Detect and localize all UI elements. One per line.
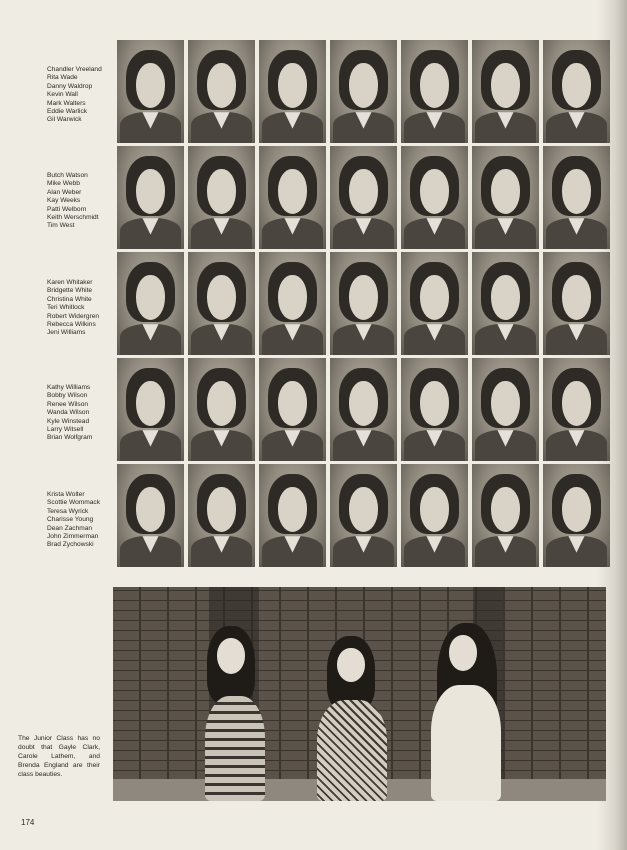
student-portrait [401,252,468,355]
person-right [421,623,513,801]
student-name: Tim West [47,222,75,230]
student-portrait [472,464,539,567]
student-name: Kevin Wall [47,91,78,99]
student-portrait [330,40,397,143]
student-name: Christina White [47,295,92,303]
student-name: Teri Whitlock [47,304,85,312]
student-name: Teresa Wyrick [47,507,89,515]
student-portrait [543,464,610,567]
student-portrait [117,252,184,355]
student-name: Rebecca Wilkins [47,321,96,329]
page-number: 174 [21,818,35,827]
student-name: Kyle Winstead [47,417,90,425]
student-portrait [543,358,610,461]
portrait-grid [117,40,610,567]
name-list-row-3 [47,279,119,338]
student-name: Danny Waldrop [47,82,93,90]
student-name: Bobby Wilson [47,392,88,400]
student-portrait [472,358,539,461]
student-name: Bridgette White [47,287,93,295]
student-portrait [188,40,255,143]
student-portrait [330,358,397,461]
student-portrait [188,358,255,461]
student-portrait [401,358,468,461]
student-portrait [330,252,397,355]
student-portrait [330,464,397,567]
student-name: Mark Walters [47,99,86,107]
student-name: Larry Witsell [47,426,84,434]
student-name: Patti Welborn [47,205,87,213]
student-portrait [401,464,468,567]
student-portrait [259,146,326,249]
person-left [201,626,281,801]
student-portrait [117,464,184,567]
student-name: Chandler Vreeland [47,66,102,73]
student-name: Butch Watson [47,172,88,179]
student-name: Brad Zychowski [47,541,94,549]
student-portrait [401,40,468,143]
student-name: Eddie Warlick [47,108,88,116]
student-portrait [543,146,610,249]
student-portrait [188,464,255,567]
student-name: Robert Widergren [47,312,100,320]
student-portrait [472,252,539,355]
student-name: Wanda Wilson [47,409,90,417]
student-portrait [117,146,184,249]
student-portrait [543,252,610,355]
student-name: John Zimmerman [47,533,99,541]
student-name: Scottie Wommack [47,499,101,507]
student-name: Renee Wilson [47,400,89,408]
student-name: Mike Webb [47,180,80,188]
student-name: Gil Warwick [47,116,82,124]
student-portrait [188,146,255,249]
student-name: Krista Wolter [47,491,85,498]
student-name: Karen Whitaker [47,279,93,286]
student-name: Brian Wolfgram [47,434,93,442]
student-portrait [117,40,184,143]
student-name: Kathy Williams [47,384,91,391]
student-name: Dean Zachman [47,524,93,532]
student-portrait [472,146,539,249]
student-portrait [543,40,610,143]
student-portrait [259,252,326,355]
student-name: Rita Wade [47,74,78,82]
name-list-row-5 [47,491,119,550]
student-portrait [330,146,397,249]
student-portrait [259,40,326,143]
person-center [309,636,397,801]
student-name: Jeni Williams [47,329,86,337]
student-name: Alan Weber [47,188,82,196]
student-portrait [472,40,539,143]
name-list-row-2 [47,172,119,231]
class-beauties-photo [113,587,606,801]
name-list-row-1 [47,66,119,125]
student-portrait [259,464,326,567]
student-portrait [188,252,255,355]
student-name: Charisse Young [47,516,94,524]
student-portrait [117,358,184,461]
student-portrait [401,146,468,249]
photo-caption: The Junior Class has no doubt that Gayle Clark, Carole Lathem, and Brenda England are their class beauties. [18,735,100,778]
student-portrait [259,358,326,461]
student-name: Kay Weeks [47,197,81,205]
name-list-row-4 [47,384,119,443]
student-name: Keith Werschmidt [47,214,99,222]
